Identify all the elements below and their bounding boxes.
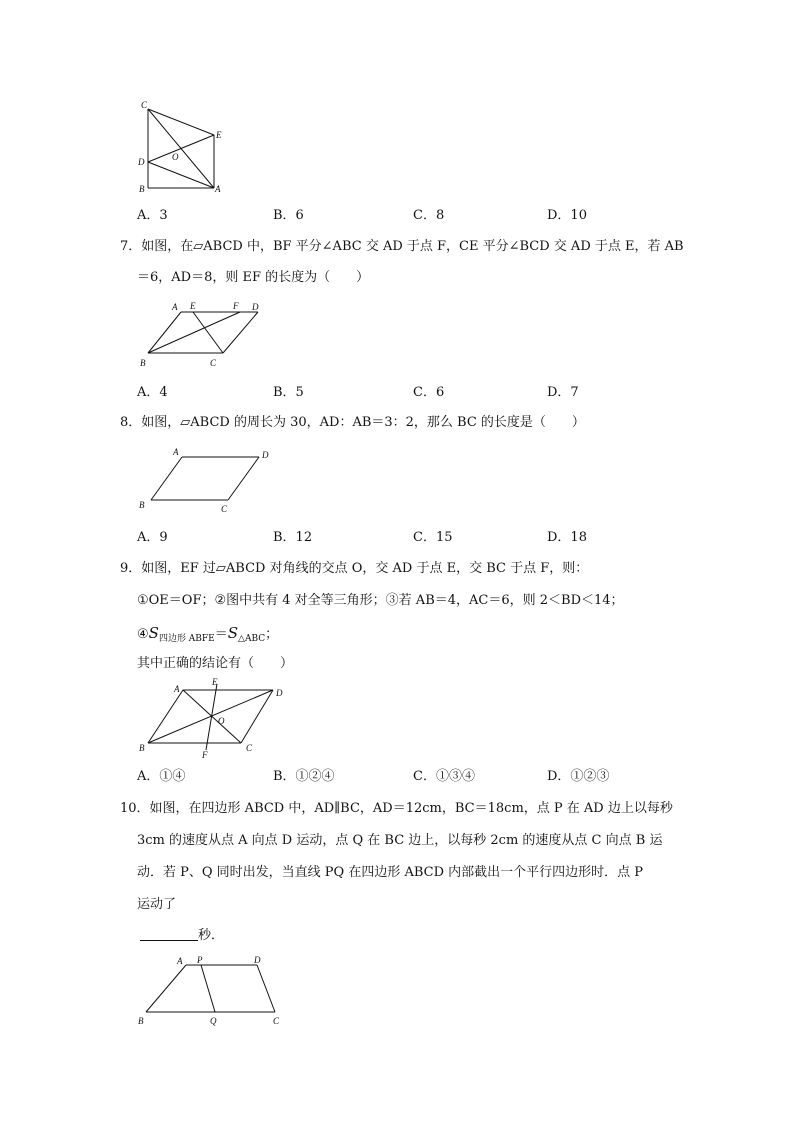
q7-label-f: F [233,301,239,311]
q9-figure [136,676,291,762]
q6-option-c[interactable]: C．8 [413,208,445,223]
q9-option-d[interactable]: D．①②③ [547,769,610,784]
q7-label-d: D [252,302,259,312]
q8-option-d[interactable]: D．18 [547,530,587,545]
q9-label-c: C [246,743,253,753]
q6-label-a: A [215,184,221,194]
q9-text-line3 [137,624,278,648]
q7-option-a[interactable]: A．4 [137,385,168,400]
q10-text-line4: 运动了 [137,897,177,912]
q6-label-e: E [216,130,222,140]
q7-text-line2: ＝6，AD＝8，则 EF 的长度为（ ） [137,270,370,285]
q10-label-p: P [197,955,203,965]
q9-line3-eq: ＝ [214,627,228,642]
q10-answer-suffix: 秒． [198,928,225,943]
q10-answer-blank[interactable] [140,928,198,941]
q9-label-e: E [212,677,218,687]
q9-label-b: B [139,743,145,753]
q9-option-c[interactable]: C．①③④ [413,769,475,784]
q10-figure [134,950,284,1030]
q9-option-b[interactable]: B．①②④ [273,769,335,784]
q9-label-f: F [202,750,208,760]
q10-label-b: B [138,1016,144,1026]
q6-label-o: O [172,152,179,162]
q9-line3-s2: S [227,624,239,642]
q9-label-o: O [218,716,225,726]
q9-line3-sub1: 四边形 ABFE [158,634,215,644]
q7-label-b: B [140,358,146,368]
q6-option-a[interactable]: A．3 [137,208,168,223]
q8-label-d: D [262,450,269,460]
q9-text-line2: ①OE＝OF；②图中共有 4 对全等三角形；③若 AB＝4，AC＝6，则 2＜BD＜14； [137,593,624,608]
q6-option-d[interactable]: D．10 [547,208,587,223]
q9-line3-end: ； [265,627,279,642]
q10-label-c: C [273,1016,280,1026]
q6-label-b: B [139,184,145,194]
q6-label-c: C [141,100,148,110]
q9-line3-prefix: ④ [137,627,149,642]
q8-figure [136,444,276,516]
q9-label-a: A [174,684,180,694]
q9-text-line1: 9．如图，EF 过▱ABCD 对角线的交点 O，交 AD 于点 E，交 BC 于点 F，则： [120,561,589,576]
q10-text-line3: 动．若 P、Q 同时出发，当直线 PQ 在四边形 ABCD 内部截出一个平行四边形时．点 P [137,865,644,880]
q7-figure [136,296,266,372]
q9-text-line4: 其中正确的结论有（ ） [137,656,294,671]
q7-label-c: C [210,358,217,368]
q8-option-c[interactable]: C．15 [413,530,453,545]
q7-option-d[interactable]: D．7 [547,385,579,400]
q8-option-a[interactable]: A．9 [137,530,168,545]
q9-line3-s1: S [148,624,159,642]
q7-label-e: E [190,301,196,311]
q6-label-d: D [138,157,145,167]
q7-label-a: A [172,302,178,312]
q8-label-b: B [139,500,145,510]
q8-label-c: C [221,504,228,514]
q10-text-line1: 10．如图，在四边形 ABCD 中，AD∥BC，AD＝12cm，BC＝18cm，点 P 在 AD 边上以每秒 [120,801,673,816]
q8-label-a: A [173,447,179,457]
q9-label-d: D [276,688,283,698]
q10-answer-line [140,927,224,945]
q10-label-a: A [177,956,183,966]
q10-text-line2: 3cm 的速度从点 A 向点 D 运动，点 Q 在 BC 边上，以每秒 2cm 的速度从点 C 向点 B 运 [137,833,663,848]
q7-text-line1: 7．如图，在▱ABCD 中，BF 平分∠ABC 交 AD 于点 F，CE 平分∠BCD 交 AD 于点 E，若 AB [120,239,684,254]
q7-option-c[interactable]: C．6 [413,385,445,400]
q10-label-d: D [254,955,261,965]
q6-figure [135,98,235,196]
q9-option-a[interactable]: A．①④ [137,769,186,784]
q6-option-b[interactable]: B．6 [273,208,304,223]
q8-option-b[interactable]: B．12 [273,530,313,545]
q10-label-q: Q [210,1016,217,1026]
q9-line3-sub2: △ABC [238,634,266,644]
q7-option-b[interactable]: B．5 [273,385,304,400]
q8-text-line1: 8．如图，▱ABCD 的周长为 30，AD：AB＝3：2，那么 BC 的长度是（ ） [120,415,585,430]
